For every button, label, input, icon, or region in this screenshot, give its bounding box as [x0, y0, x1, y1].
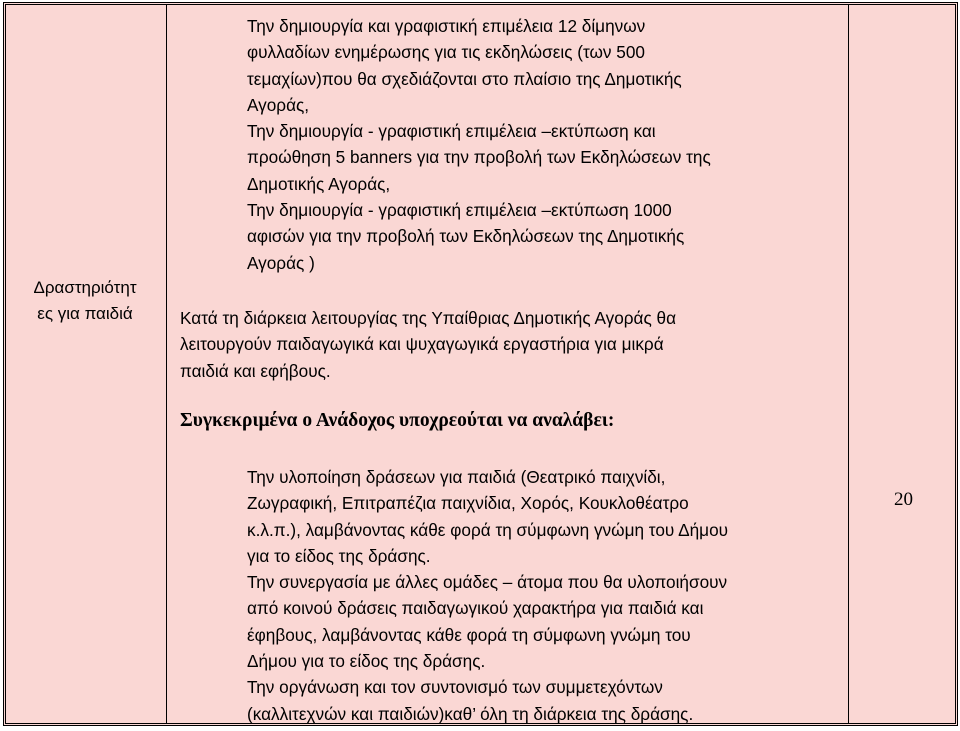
activity-label-line: Δραστηριότητ — [33, 278, 137, 297]
text-line: αφισών για την προβολή των Εκδηλώσεων της Δημοτικής — [247, 226, 685, 247]
intro-paragraph — [180, 305, 676, 384]
text-line: έφηβους, λαμβάνοντας κάθε φορά τη σύμφωνη γνώμη του — [247, 624, 691, 645]
text-line: Την οργάνωση και τον συντονισμό των συμμετεχόντων — [247, 677, 663, 698]
text-line: φυλλαδίων ενημέρωσης για τις εκδηλώσεις (των 500 — [247, 42, 645, 63]
page-value: 20 — [894, 489, 913, 510]
text-line: από κοινού δράσεις παιδαγωγικού χαρακτήρα για παιδιά και — [247, 598, 704, 619]
description-cell — [169, 5, 849, 723]
activity-label-cell — [6, 5, 164, 723]
obligations-list — [247, 464, 728, 727]
obligations-heading: Συγκεκριμένα ο Ανάδοχος υποχρεούται να αναλάβει: — [180, 410, 615, 431]
activity-label — [6, 275, 164, 327]
text-line: Αγοράς, — [247, 94, 310, 115]
text-line: Την δημιουργία - γραφιστική επιμέλεια –εκτύπωση και — [247, 121, 656, 142]
page-value-cell — [852, 5, 955, 723]
text-line: Την συνεργασία με άλλες ομάδες – άτομα που θα υλοποιήσουν — [247, 572, 728, 593]
text-line: Ζωγραφική, Επιτραπέζια παιχνίδια, Χορός, Κουκλοθέατρο — [247, 493, 689, 514]
text-line: Αγοράς ) — [247, 252, 315, 273]
text-line: Την δημιουργία - γραφιστική επιμέλεια –εκτύπωση 1000 — [247, 200, 672, 221]
text-line: Την δημιουργία και γραφιστική επιμέλεια 12 δίμηνων — [247, 16, 646, 36]
text-line: Κατά τη διάρκεια λειτουργίας της Υπαίθριας Δημοτικής Αγοράς θα — [180, 308, 677, 328]
text-line: κ.λ.π.), λαμβάνοντας κάθε φορά τη σύμφωνη γνώμη του Δήμου — [247, 519, 729, 540]
column-divider-left — [166, 5, 167, 723]
text-line: προώθηση 5 banners για την προβολή των Εκδηλώσεων της — [247, 147, 711, 168]
text-line: τεμαχίων)που θα σχεδιάζονται στο πλαίσιο της Δημοτικής — [247, 68, 682, 89]
text-line: Την υλοποίηση δράσεων για παιδιά (Θεατρικό παιχνίδι, — [247, 467, 666, 487]
text-line: λειτουργούν παιδαγωγικά και ψυχαγωγικά εργαστήρια για μικρά — [180, 334, 664, 355]
text-line: Δημοτικής Αγοράς, — [247, 173, 391, 194]
document-table — [3, 2, 958, 726]
promotion-list — [247, 13, 711, 276]
activity-label-line: ες για παιδιά — [37, 304, 133, 323]
text-line: παιδιά και εφήβους. — [180, 360, 331, 381]
text-line: Δήμου για το είδος της δράσης. — [247, 651, 486, 672]
text-line: για το είδος της δράσης. — [247, 545, 431, 566]
text-line: (καλλιτεχνών και παιδιών)καθ’ όλη τη διάρκεια της δράσης. — [247, 703, 694, 724]
